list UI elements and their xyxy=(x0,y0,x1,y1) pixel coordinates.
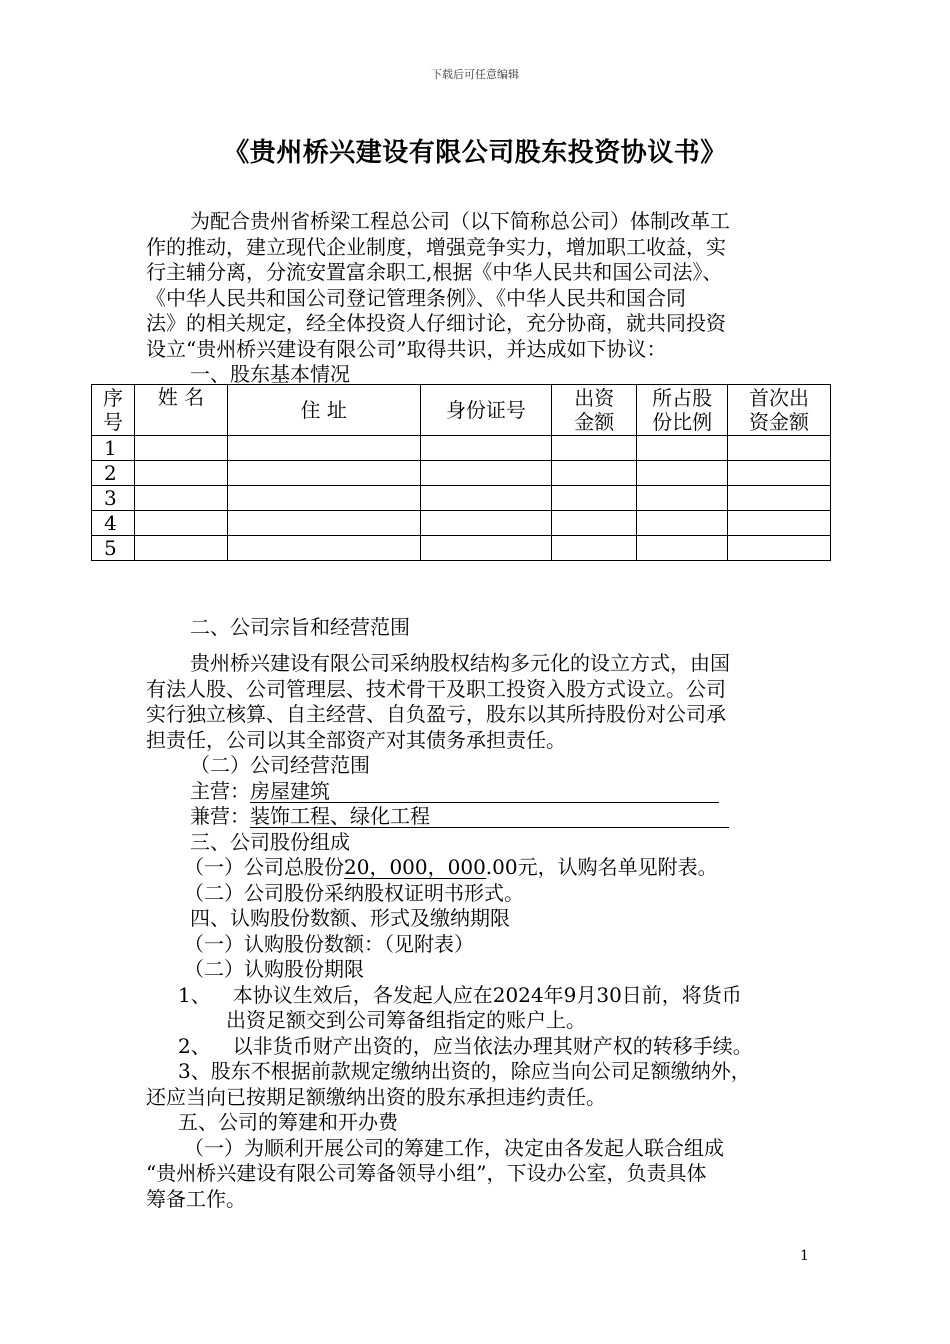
intro-paragraph xyxy=(146,209,816,388)
row-number: 2 xyxy=(92,461,135,486)
table-row xyxy=(92,461,831,486)
col-header-contribution: 出资 金额 xyxy=(552,385,637,436)
intro-line: 法》的相关规定，经全体投资人仔细讨论，充分协商，就共同投资 xyxy=(146,311,726,335)
preparation-line: （一）为顺利开展公司的筹建工作，决定由各发起人联合组成 xyxy=(184,1135,724,1160)
subscription-amount: （一）认购股份数额：（见附表） xyxy=(184,931,474,956)
table-row xyxy=(92,511,831,536)
table-header-row xyxy=(92,385,831,436)
term-item-3-continued: 还应当向已按期足额缴纳出资的股东承担违约责任。 xyxy=(146,1084,606,1109)
purpose-line: 有法人股、公司管理层、技术骨干及职工投资入股方式设立。公司 xyxy=(146,676,726,701)
intro-line: 设立“贵州桥兴建设有限公司”取得共识，并达成如下协议： xyxy=(146,336,667,361)
scope-title: （二）公司经营范围 xyxy=(190,753,370,777)
section-heading-2: 二、公司宗旨和经营范围 xyxy=(190,615,410,639)
shares-total-amount: 20，000，000 xyxy=(344,855,486,879)
section-2-block xyxy=(146,615,816,641)
shares-total-suffix: .00元，认购名单见附表。 xyxy=(485,855,718,879)
shares-total-prefix: （一）公司总股份 xyxy=(184,855,344,879)
preparation-line: “贵州桥兴建设有限公司筹备领导小组”，下设办公室，负责具体 xyxy=(146,1161,707,1185)
term-item-2-text: 以非货币财产出资的，应当依法办理其财产权的转移手续。 xyxy=(232,1033,753,1058)
row-number: 4 xyxy=(92,511,135,536)
row-number: 5 xyxy=(92,536,135,561)
col-header-share-ratio: 所占股 份比例 xyxy=(637,385,728,436)
row-number: 3 xyxy=(92,486,135,511)
intro-line: 作的推动，建立现代企业制度，增强竞争实力，增加职工收益，实 xyxy=(146,234,726,259)
main-business-value: 房屋建筑 xyxy=(250,780,719,803)
term-item-1-continued: 出资足额交到公司筹备组指定的账户上。 xyxy=(226,1008,586,1032)
header-note: 下载后可任意编辑 xyxy=(431,68,519,81)
purpose-line: 实行独立核算、自主经营、自负盈亏，股东以其所持股份对公司承 xyxy=(146,702,726,726)
intro-line: 《中华人民共和国公司登记管理条例》、《中华人民共和国合同 xyxy=(146,285,686,310)
section-heading-4: 四、认购股份数额、形式及缴纳期限 xyxy=(190,906,510,930)
table-row xyxy=(92,536,831,561)
subscription-term-title: （二）认购股份期限 xyxy=(184,957,364,981)
term-item-3: 3、股东不根据前款规定缴纳出资的，除应当向公司足额缴纳外， xyxy=(178,1059,751,1083)
shareholder-table xyxy=(91,384,831,561)
col-header-index: 序 号 xyxy=(92,385,135,436)
col-header-name: 姓 名 xyxy=(134,385,227,436)
term-item-1-text: 本协议生效后，各发起人应在2024年9月30日前，将货币 xyxy=(232,982,742,1007)
preparation-line: 筹备工作。 xyxy=(146,1186,246,1211)
intro-line: 行主辅分离，分流安置富余职工,根据《中华人民共和国公司法》、 xyxy=(146,260,723,284)
page-number: 1 xyxy=(800,1248,809,1264)
shares-form: （二）公司股份采纳股权证明书形式。 xyxy=(184,880,524,905)
table-row xyxy=(92,486,831,511)
term-item-1-number: 1、 xyxy=(178,982,211,1007)
purpose-line: 贵州桥兴建设有限公司采纳股权结构多元化的设立方式，由国 xyxy=(190,651,730,675)
term-item-2-number: 2、 xyxy=(178,1033,211,1058)
col-header-first-contribution: 首次出 资金额 xyxy=(728,385,831,436)
section-heading-3: 三、公司股份组成 xyxy=(190,829,350,854)
term-item-2 xyxy=(146,1034,816,1060)
table-row xyxy=(92,436,831,461)
col-header-id-number: 身份证号 xyxy=(420,385,552,436)
shares-total xyxy=(146,855,816,881)
main-business xyxy=(146,779,816,805)
section-heading-1: 一、股东基本情况 xyxy=(190,362,350,386)
main-content xyxy=(146,651,816,1212)
main-business-label: 主营： xyxy=(190,778,250,803)
section-heading-5: 五、公司的筹建和开办费 xyxy=(178,1110,398,1134)
term-item-1 xyxy=(146,983,816,1009)
intro-line: 为配合贵州省桥梁工程总公司（以下简称总公司）体制改革工 xyxy=(190,209,730,233)
document-title: 《贵州桥兴建设有限公司股东投资协议书》 xyxy=(223,138,727,168)
side-business xyxy=(146,804,816,830)
side-business-label: 兼营： xyxy=(190,804,250,828)
col-header-address: 住 址 xyxy=(227,385,420,436)
side-business-value: 装饰工程、绿化工程 xyxy=(250,805,729,828)
row-number: 1 xyxy=(92,436,135,461)
purpose-line: 担责任，公司以其全部资产对其债务承担责任。 xyxy=(146,727,566,752)
